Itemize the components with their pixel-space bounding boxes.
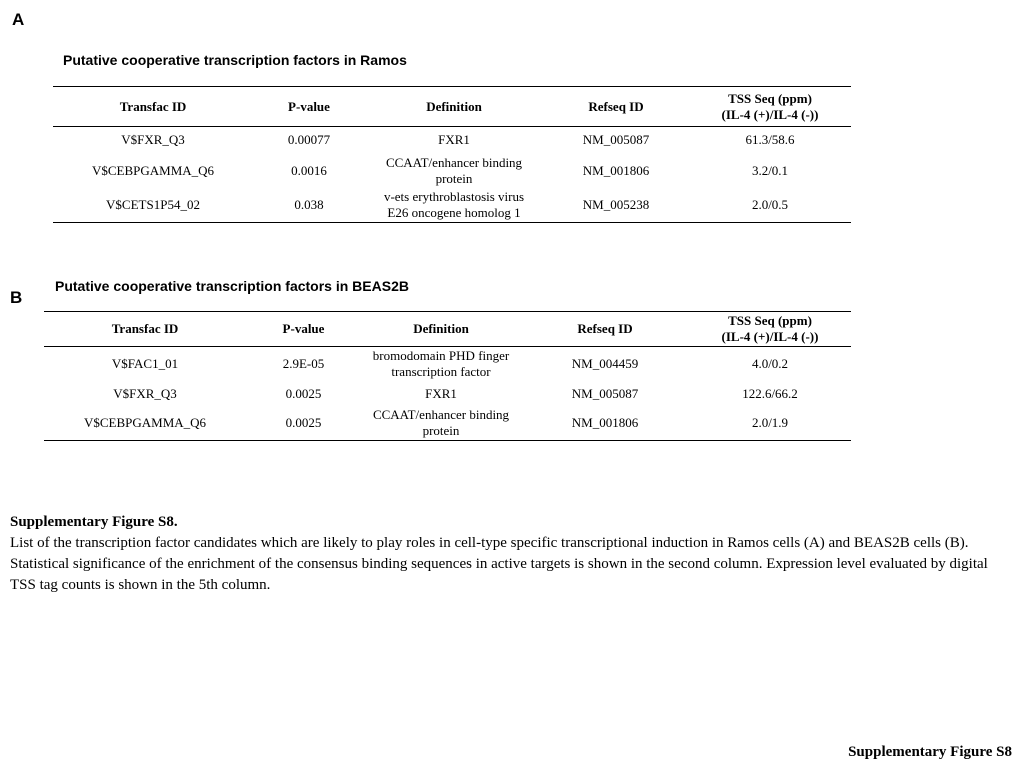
cell-tss-seq: 2.0/1.9 bbox=[751, 415, 789, 431]
cell-p-value: 0.0025 bbox=[285, 415, 322, 431]
table-b bbox=[44, 311, 851, 441]
cell-definition bbox=[365, 154, 543, 188]
caption-body: List of the transcription factor candidates which are likely to play roles in cell-type specific transcriptional induction in Ramos cells (A) and BEAS2B cells (B). Statistical significance of the enrichment of the consensus binding sequences in active targets is shown in the second column. Expression level evaluated by digital TSS tag counts is shown in the 5th column. bbox=[10, 535, 988, 593]
cell-tss-seq: 3.2/0.1 bbox=[751, 162, 789, 178]
cell-transfac-id: V$FAC1_01 bbox=[111, 356, 179, 372]
cell-definition bbox=[361, 347, 521, 382]
cell-p-value: 0.038 bbox=[294, 196, 324, 212]
definition-line1: bromodomain PHD finger bbox=[372, 348, 510, 364]
col-header-tss-seq bbox=[689, 87, 851, 127]
cell-refseq-id: NM_001806 bbox=[571, 415, 639, 431]
cell-tss-seq: 61.3/58.6 bbox=[745, 132, 795, 148]
figure-caption bbox=[10, 512, 1014, 596]
table-row bbox=[53, 188, 851, 223]
cell-tss-seq: 2.0/0.5 bbox=[751, 196, 789, 212]
table-row bbox=[44, 407, 851, 441]
cell-refseq-id: NM_005087 bbox=[582, 132, 650, 148]
cell-transfac-id: V$CETS1P54_02 bbox=[106, 196, 200, 212]
cell-definition bbox=[365, 127, 543, 154]
col-header-transfac-id: Transfac ID bbox=[111, 321, 179, 336]
col-header-tss-seq bbox=[689, 312, 851, 347]
cell-tss-seq: 122.6/66.2 bbox=[742, 386, 798, 401]
definition-line1: FXR1 bbox=[438, 132, 470, 148]
table-b-header-row bbox=[44, 312, 851, 347]
definition-line1: v-ets erythroblastosis virus bbox=[383, 188, 525, 204]
cell-definition bbox=[361, 407, 521, 441]
col-header-transfac-id: Transfac ID bbox=[119, 98, 187, 114]
definition-line2: transcription factor bbox=[391, 364, 491, 380]
panel-letter-b: B bbox=[10, 288, 23, 307]
figure-footer-label: Supplementary Figure S8 bbox=[848, 744, 1012, 760]
table-a-header-row bbox=[53, 87, 851, 127]
cell-definition bbox=[365, 188, 543, 223]
cell-transfac-id: V$FXR_Q3 bbox=[113, 386, 177, 401]
cell-p-value: 0.0025 bbox=[285, 386, 322, 401]
cell-p-value: 0.0016 bbox=[291, 162, 327, 178]
definition-line2: protein bbox=[422, 423, 460, 439]
cell-p-value: 2.9E-05 bbox=[282, 356, 325, 372]
col-header-refseq-id: Refseq ID bbox=[588, 98, 644, 114]
tss-header-line2: (IL-4 (+)/IL-4 (-)) bbox=[721, 106, 819, 122]
table-a bbox=[53, 86, 851, 223]
cell-tss-seq: 4.0/0.2 bbox=[751, 356, 789, 372]
cell-definition bbox=[361, 382, 521, 407]
table-row bbox=[53, 154, 851, 188]
cell-refseq-id: NM_005238 bbox=[582, 196, 650, 212]
caption-title: Supplementary Figure S8. bbox=[10, 514, 178, 530]
cell-transfac-id: V$FXR_Q3 bbox=[121, 132, 185, 148]
tss-header-line2: (IL-4 (+)/IL-4 (-)) bbox=[721, 329, 819, 344]
definition-line2: E26 oncogene homolog 1 bbox=[387, 204, 521, 220]
definition-line1: CCAAT/enhancer binding bbox=[372, 407, 510, 423]
table-row bbox=[44, 347, 851, 382]
cell-refseq-id: NM_001806 bbox=[582, 162, 650, 178]
cell-transfac-id: V$CEBPGAMMA_Q6 bbox=[91, 162, 215, 178]
cell-p-value: 0.00077 bbox=[287, 132, 331, 148]
panel-letter-a: A bbox=[12, 10, 25, 29]
col-header-p-value: P-value bbox=[288, 98, 330, 114]
table-row bbox=[53, 127, 851, 154]
table-b-title: Putative cooperative transcription factors in BEAS2B bbox=[55, 278, 409, 294]
definition-line2: protein bbox=[435, 170, 473, 186]
definition-line1: FXR1 bbox=[425, 386, 457, 401]
cell-refseq-id: NM_005087 bbox=[571, 386, 639, 401]
col-header-definition: Definition bbox=[413, 321, 469, 336]
col-header-p-value: P-value bbox=[282, 321, 325, 336]
cell-refseq-id: NM_004459 bbox=[571, 356, 639, 372]
tss-header-line1: TSS Seq (ppm) bbox=[728, 90, 812, 106]
table-row bbox=[44, 382, 851, 407]
tss-header-line1: TSS Seq (ppm) bbox=[728, 313, 812, 328]
cell-transfac-id: V$CEBPGAMMA_Q6 bbox=[83, 415, 207, 431]
table-a-title: Putative cooperative transcription factors in Ramos bbox=[63, 52, 407, 68]
definition-line1: CCAAT/enhancer binding bbox=[385, 154, 523, 170]
col-header-refseq-id: Refseq ID bbox=[577, 321, 633, 336]
col-header-definition: Definition bbox=[426, 98, 482, 114]
